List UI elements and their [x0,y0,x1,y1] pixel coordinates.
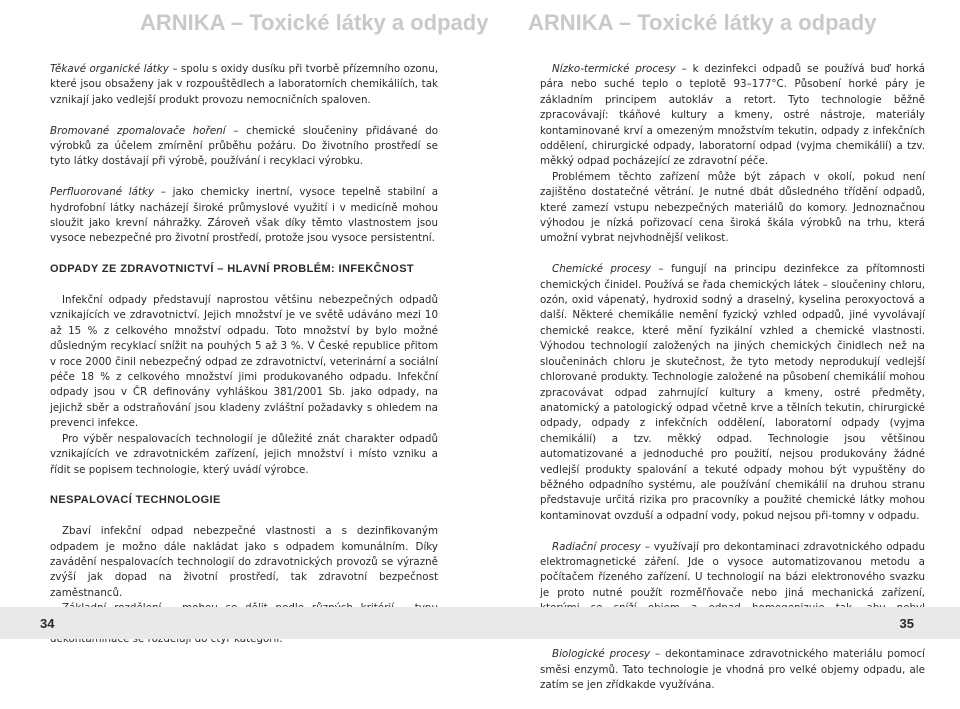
paragraph-perfluorinated [50,185,438,247]
paragraph-infectious-waste: Infekční odpady představují naprostou většinu nebezpečných odpadů vznikajících ve zdravotnictví. Jejich množství je ve světě udáváno mezi 10 až 15 % z celkového množství odpadu. Toto množství by bylo možné důsledným recyklací snížit na pouhých 5 až 3 %. V České republice přitom v roce 2000 činil nebezpečný odpad ze zdravotnictví, veterinární a sociální péče 18 % z celkového množství jimi produkovaného odpadu. Infekční odpady jsou v ČR definovány vyhláškou 381/2001 Sb. jako odpady, na jejichž sběr a odstraňování jsou kladeny zvláštní požadavky s ohledem na prevenci infekce. [50,294,438,430]
left-text-column [50,62,438,663]
term-biological: Biologické procesy [552,648,651,661]
right-footer-bar [480,607,960,639]
paragraph-volatile-organics [50,62,438,108]
right-page [480,0,960,692]
left-page [0,0,489,639]
paragraph-text: – dekontaminace zdravotnického materiálu pomocí směsi enzymů. Tato technologie je vhodná pro velké objemy odpadu, ale zatím se jen zřídkakde využívána. [540,648,925,692]
left-footer-bar [0,607,480,639]
paragraph-text: – jako chemicky inertní, vysoce tepelně stabilní a hydrofobní látky nacházejí široké průmyslové využití i v medicíně mohou sloužit jako krevní náhražky. Zároveň však díky těmto vlastnostem jsou vysoce nebezpečné pro životní prostředí, protože jsou vysoce persistentní. [50,186,439,245]
paragraph-low-thermal [540,62,925,170]
left-page-number: 34 [40,616,55,631]
term-low-thermal: Nízko-termické procesy [552,63,676,75]
right-running-header: ARNIKA – Toxické látky a odpady [528,10,877,35]
paragraph-text: – využívají pro dekontaminaci zdravotnického odpadu elektromagnetické záření. Jde o vysoce automatizovanou metodu a počítačem řízeného zařízení. U technologií na bázi elektronového svazku je proto nutné použít rozměľňovače nebo jiná mechanická zařízení, [540,540,925,599]
paragraph-low-thermal-problems: Problémem těchto zařízení může být zápach v okolí, pokud není zajištěno dostatečné větrání. Je nutné dbát důsledného třídění odpadů, které zamezí vstupu nebezpečných materiálů do komory. Jednoznačnou výhodou je nízká pořizovací cena široká škála výrobků na trhu, která umožní vybrat nejvhodnější velikost. [540,170,925,245]
term-radiation: Radiační procesy [552,540,641,553]
term-perfluorinated: Perfluorované látky [50,186,155,199]
paragraph-technology-selection: Pro výběr nespalovacích technologií je důležité znát charakter odpadů vznikajících ve zdravotnickém zařízení, jejich množství i místo vzniku a řídit se popisem technologie, který uvádí výrobce. [50,432,438,476]
heading-non-incineration: NESPALOVACÍ TECHNOLOGIE [50,494,221,507]
paragraph-text: – spolu s oxidy dusíku při tvorbě přízemního ozonu, které jsou obsaženy jak v rozpouštědlech a laboratorních chemikáliích, tak vznikají jako vedlejší produkt provozu nemocničních spaloven. [50,63,438,106]
paragraph-non-incineration: Zbaví infekční odpad nebezpečné vlastnosti a s dezinfikovaným odpadem je možno dále nakládat jako s odpadem komunálním. Díky zavádění nespalovacích technologií do zdravotnických provozů se výrazně zvýší jak dopad na životní prostředí, tak zdravotní bezpečnost zaměstnanců. [50,525,438,599]
paragraph-text: – chemické sloučeniny přidávané do výrobků za účelem zmírnění průběhu požáru. Do životního prostředí se tyto látky dostávají při výrobě, používání i recyklaci výrobku. [50,124,438,168]
term-flame-retardants: Bromované zpomalovače hoření [50,124,226,137]
paragraph-text: – k dezinfekci odpadů se používá buď horká pára nebo suché teplo o teplotě 93–177°C. Působení horké páry je základním principem autokláv a retort. Tyto technologie běžně zpracovávají: tkáňové kultury a kmeny, ostré nástroje, materiály kontaminované krví a omezeným množstvím tekutin, odpady z infekčních oddělení, chirurgické odpady, laboratorní odpad (vyjma chemikálií) a tzv. měkký odpad pocházející ze zdravotní péče. [540,63,925,168]
paragraph-chemical [540,262,925,524]
paragraph-text: – fungují na principu dezinfekce za přítomnosti chemických činidel. Používá se řada chemických látek – sloučeniny chloru, ozón, oxid vápenatý, hydroxid sodný a draselný, kyselina peroxyoctová a další. Některé chemikálie nemění fyzický vzhled odpadů, jiné vyvolávají chemické reakce, které mění fyzikální vzhled a chemické vlastnosti. Výhodou technologií založených na jiných chemických činidlech než na sloučeninách chloru je skutečnost, že tyto metody neprodukují vedlejší chlorované produkty. Technologie založené na působení chemikálií mohou zpracovávat odpad zahrnující kultury a kmeny, ostré předměty, anatomický a patologický odpad včetně krve a tělních tekutin, chirurgické odpady, odpady z infekčních oddělení, laboratorní odpady (vyjma chemikálií) a tzv. měkký odpad. Technologie jsou většinou automatizované a jednoduché pro použití, nejsou produkovány žádné vedlejší produkty spalování a tekuté odpady mohou být vypuštěny do běžného odpadního systému, ale používání chemikálií na druhou stranu představuje určitá rizika pro pracovníky a použité chemické látky mohou kontaminovat ovzduší a odpadní vody, pokud nejsou při-tomny v odpadu. [540,263,926,522]
paragraph-biological [540,647,925,693]
term-chemical: Chemické procesy [552,263,651,276]
right-page-number: 35 [899,616,914,631]
paragraph-flame-retardants [50,124,438,170]
left-running-header: ARNIKA – Toxické látky a odpady [140,10,489,35]
heading-infectious-waste: ODPADY ZE ZDRAVOTNICTVÍ – HLAVNÍ PROBLÉM: INFEKČNOST [50,263,415,276]
term-volatile-organics: Těkavé organické látky [50,63,169,75]
